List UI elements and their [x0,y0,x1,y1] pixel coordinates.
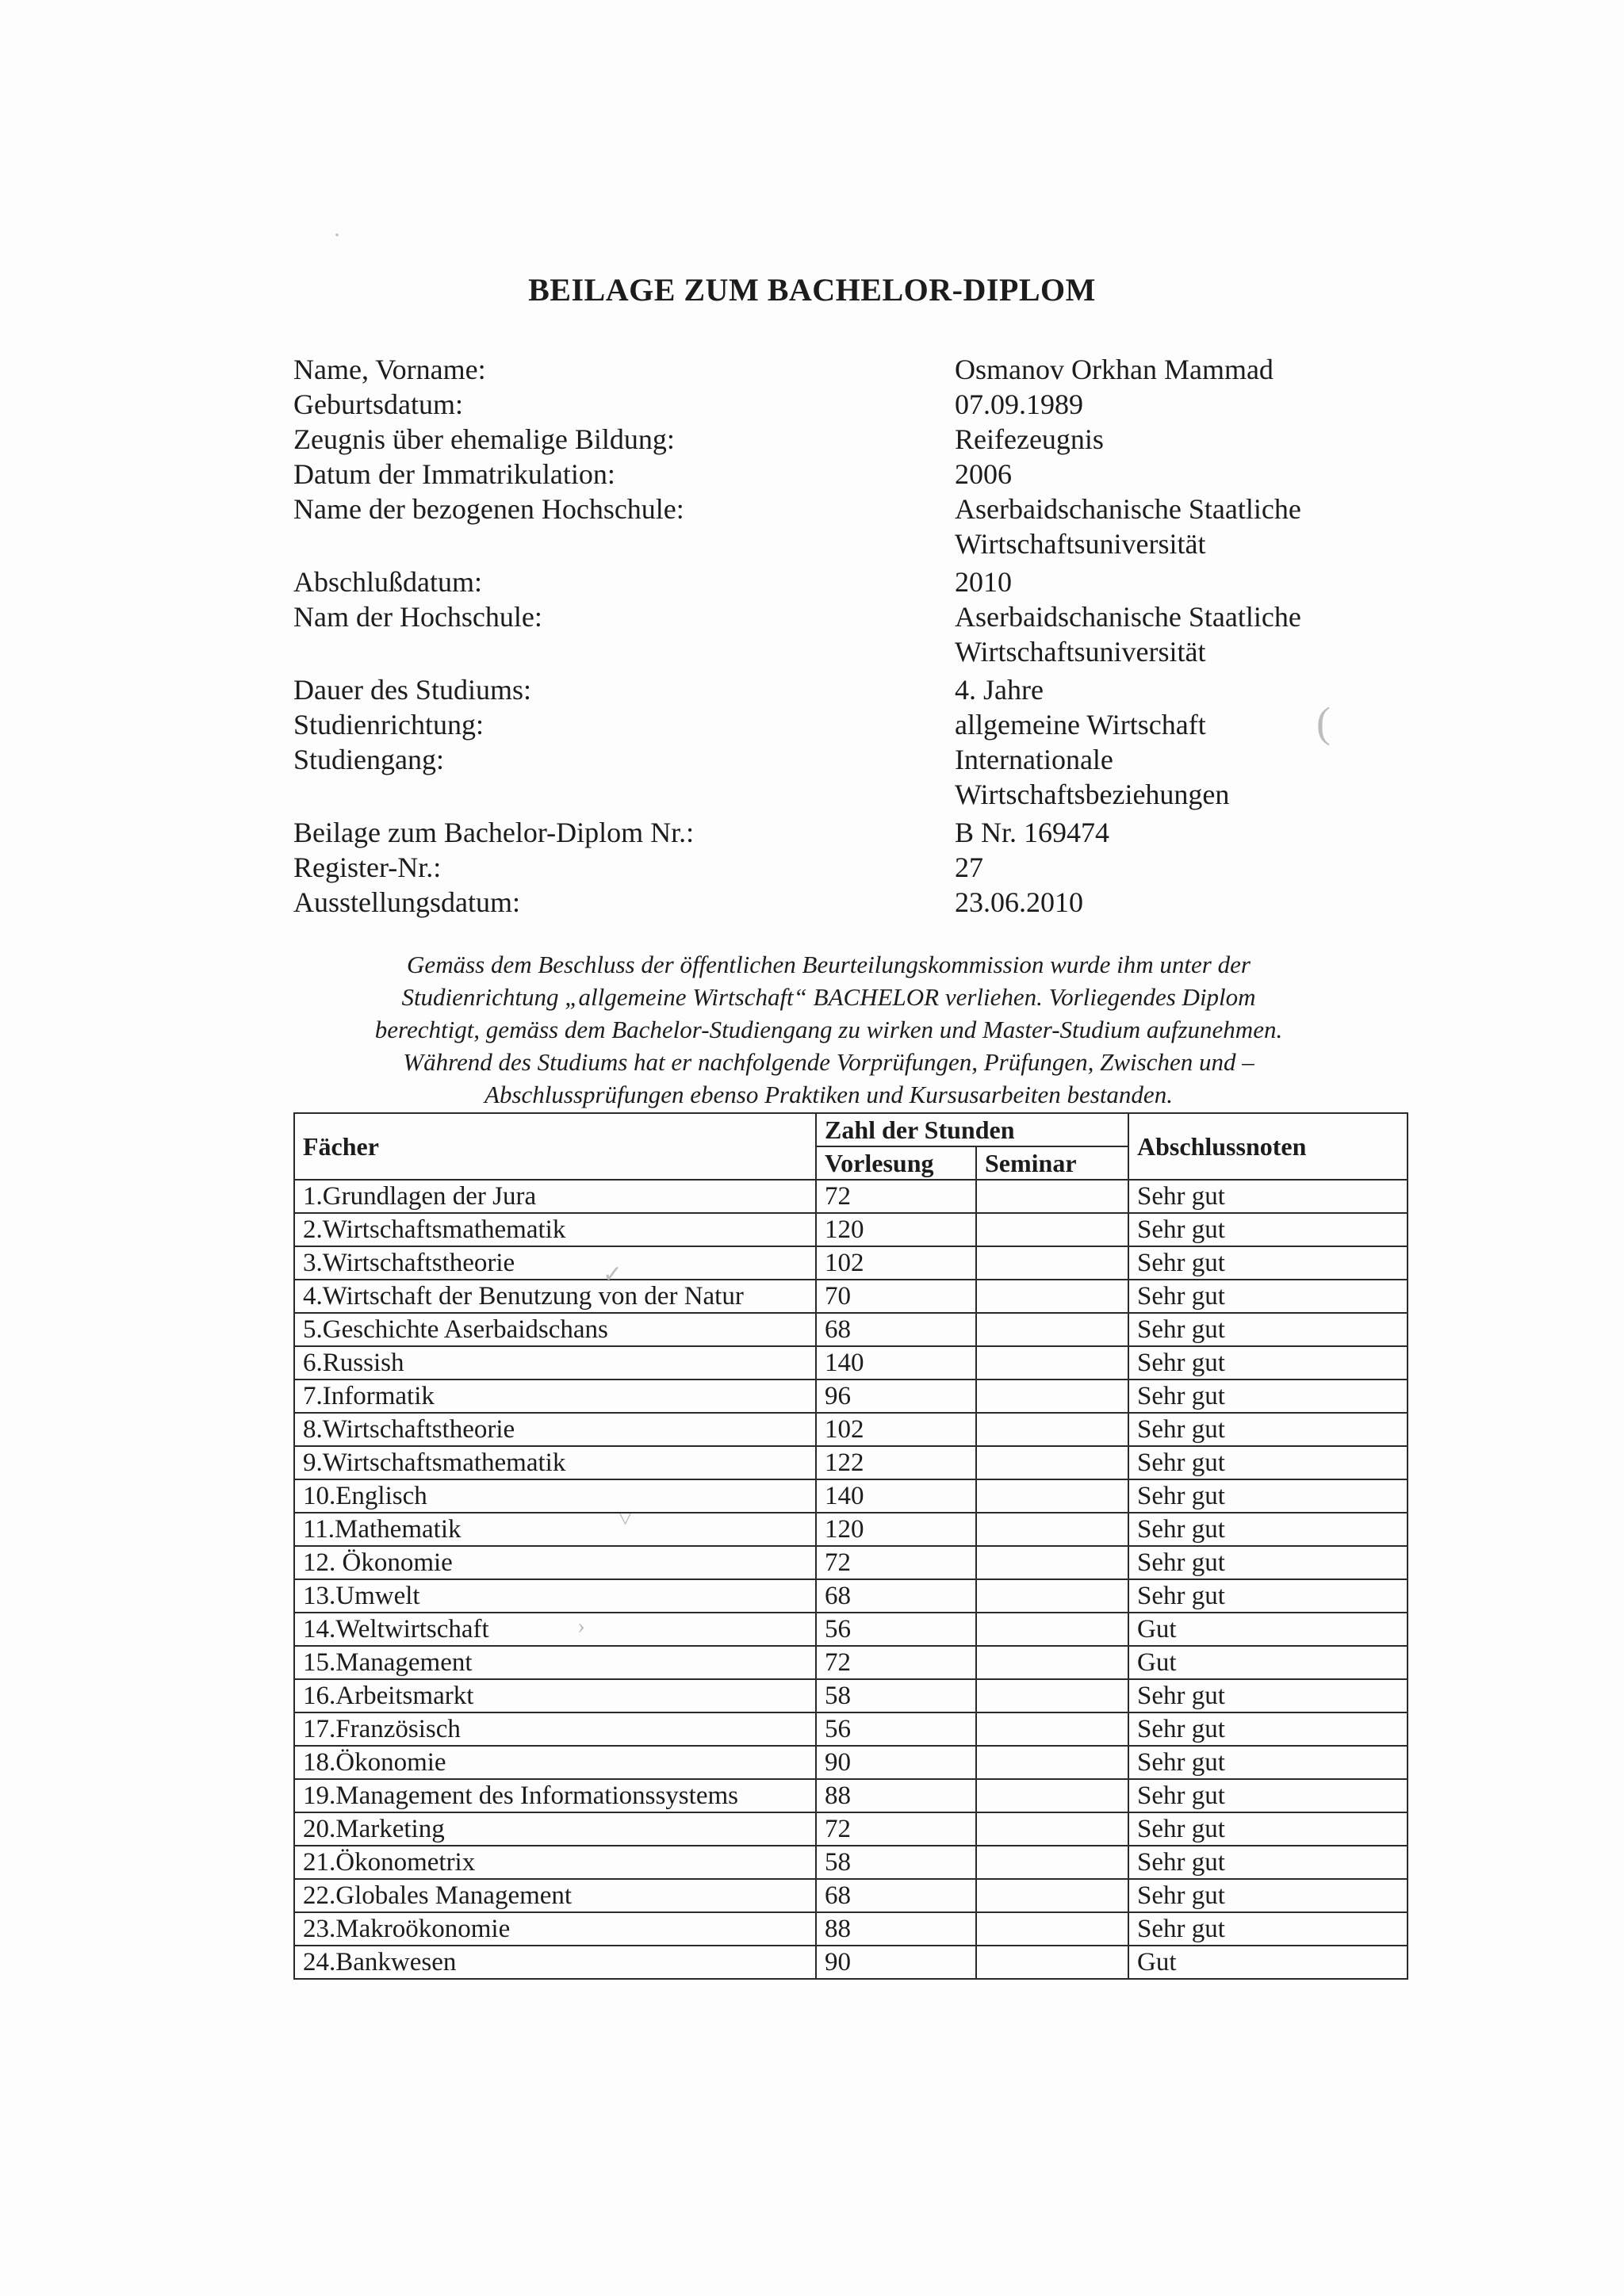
info-row [293,672,1404,707]
cell-lecture: 140 [816,1346,976,1380]
cell-subject: 20.Marketing [294,1812,816,1846]
cell-lecture: 120 [816,1213,976,1246]
info-value-line: B Nr. 169474 [955,817,1110,848]
info-row [293,387,1404,422]
table-row [294,1779,1408,1812]
cell-subject: 7.Informatik [294,1380,816,1413]
cell-subject: 17.Französisch [294,1712,816,1746]
cell-seminar [976,1746,1128,1779]
cell-seminar [976,1446,1128,1479]
intro-paragraph [293,948,1364,1111]
info-row [293,564,1404,599]
info-label: Register-Nr.: [293,851,442,883]
table-row [294,1879,1408,1912]
table-row [294,1546,1408,1579]
cell-seminar [976,1280,1128,1313]
info-value-line: 4. Jahre [955,674,1044,706]
document-title: BEILAGE ZUM BACHELOR-DIPLOM [528,272,1096,308]
table-row [294,1513,1408,1546]
info-value [955,564,1404,599]
cell-seminar [976,1912,1128,1946]
info-row [293,599,1404,669]
cell-seminar [976,1679,1128,1712]
cell-grade: Sehr gut [1128,1712,1408,1746]
intro-line: Während des Studiums hat er nachfolgende Vorprüfungen, Prüfungen, Zwischen und – [403,1048,1254,1076]
info-value [955,742,1404,812]
cell-seminar [976,1479,1128,1513]
cell-seminar [976,1180,1128,1213]
check-mark-2: ˅ [619,1506,632,1533]
cell-subject: 12. Ökonomie [294,1546,816,1579]
info-row [293,492,1404,561]
info-value-line: Wirtschaftsuniversität [955,636,1206,668]
info-value [955,352,1404,387]
cell-subject: 18.Ökonomie [294,1746,816,1779]
cell-seminar [976,1779,1128,1812]
cell-lecture: 56 [816,1712,976,1746]
cell-lecture: 68 [816,1579,976,1613]
cell-lecture: 72 [816,1180,976,1213]
cell-seminar [976,1513,1128,1546]
cell-subject: 10.Englisch [294,1479,816,1513]
cell-grade: Sehr gut [1128,1280,1408,1313]
cell-grade: Sehr gut [1128,1413,1408,1446]
cell-grade: Sehr gut [1128,1879,1408,1912]
cell-lecture: 58 [816,1679,976,1712]
info-value [955,707,1404,742]
cell-grade: Sehr gut [1128,1380,1408,1413]
info-value-line: 23.06.2010 [955,886,1083,918]
cell-grade: Sehr gut [1128,1213,1408,1246]
cell-lecture: 90 [816,1746,976,1779]
info-row [293,457,1404,492]
header-grade: Abschlussnoten [1128,1113,1408,1180]
info-value-line: Reifezeugnis [955,423,1104,455]
table-row [294,1912,1408,1946]
cell-subject: 11.Mathematik [294,1513,816,1546]
cell-subject: 19.Management des Informationssystems [294,1779,816,1812]
cell-seminar [976,1413,1128,1446]
intro-line: Abschlussprüfungen ebenso Praktiken und Kursusarbeiten bestanden. [485,1081,1173,1108]
table-row [294,1446,1408,1479]
cell-seminar [976,1812,1128,1846]
cell-subject: 13.Umwelt [294,1579,816,1613]
info-value [955,422,1404,457]
intro-line: berechtigt, gemäss dem Bachelor-Studiengang zu wirken und Master-Studium aufzunehmen. [374,1016,1283,1043]
info-value-line: Wirtschaftsuniversität [955,528,1206,560]
cell-grade: Sehr gut [1128,1446,1408,1479]
header-seminar: Seminar [976,1146,1128,1180]
info-label: Ausstellungsdatum: [293,886,520,918]
info-label: Studienrichtung: [293,709,484,740]
header-lecture: Vorlesung [816,1146,976,1180]
cell-grade: Sehr gut [1128,1479,1408,1513]
info-value-line: Osmanov Orkhan Mammad [955,354,1274,385]
info-value-line: Internationale [955,744,1113,775]
table-row [294,1246,1408,1280]
table-row [294,1846,1408,1879]
info-value-line: Aserbaidschanische Staatliche [955,601,1301,633]
cell-grade: Sehr gut [1128,1679,1408,1712]
table-row [294,1213,1408,1246]
cell-grade: Sehr gut [1128,1513,1408,1546]
cell-seminar [976,1712,1128,1746]
cell-subject: 1.Grundlagen der Jura [294,1180,816,1213]
cell-seminar [976,1579,1128,1613]
info-label: Nam der Hochschule: [293,601,542,633]
cell-lecture: 90 [816,1946,976,1979]
table-row [294,1180,1408,1213]
info-value [955,672,1404,707]
cell-lecture: 68 [816,1879,976,1912]
cell-grade: Sehr gut [1128,1180,1408,1213]
info-label: Name der bezogenen Hochschule: [293,493,684,525]
info-value-line: 07.09.1989 [955,388,1083,420]
header-subjects: Fächer [294,1113,816,1180]
info-row [293,352,1404,387]
info-row [293,850,1404,885]
cell-seminar [976,1613,1128,1646]
info-label: Abschlußdatum: [293,566,482,598]
cell-grade: Sehr gut [1128,1313,1408,1346]
info-value [955,885,1404,920]
cell-seminar [976,1546,1128,1579]
cell-subject: 9.Wirtschaftsmathematik [294,1446,816,1479]
table-row [294,1346,1408,1380]
info-label: Geburtsdatum: [293,388,463,420]
cell-lecture: 68 [816,1313,976,1346]
info-value [955,387,1404,422]
cell-grade: Gut [1128,1613,1408,1646]
cell-grade: Gut [1128,1946,1408,1979]
info-value [955,815,1404,850]
cell-lecture: 70 [816,1280,976,1313]
info-row [293,742,1404,812]
cell-grade: Sehr gut [1128,1546,1408,1579]
cell-grade: Sehr gut [1128,1846,1408,1879]
cell-subject: 5.Geschichte Aserbaidschans [294,1313,816,1346]
scan-speck: · [333,222,341,248]
cell-seminar [976,1246,1128,1280]
check-mark-3: › [577,1613,585,1639]
info-value-line: 2010 [955,566,1012,598]
info-row [293,707,1404,742]
table-row [294,1712,1408,1746]
table-row [294,1313,1408,1346]
info-value [955,492,1404,561]
cell-seminar [976,1380,1128,1413]
cell-subject: 6.Russish [294,1346,816,1380]
table-row [294,1812,1408,1846]
cell-lecture: 140 [816,1479,976,1513]
info-label: Beilage zum Bachelor-Diplom Nr.: [293,817,695,848]
cell-subject: 15.Management [294,1646,816,1679]
grades-table [293,1112,1408,1980]
cell-lecture: 102 [816,1413,976,1446]
table-row [294,1413,1408,1446]
cell-lecture: 72 [816,1812,976,1846]
cell-subject: 16.Arbeitsmarkt [294,1679,816,1712]
cell-grade: Sehr gut [1128,1746,1408,1779]
cell-lecture: 88 [816,1779,976,1812]
info-value-line: Aserbaidschanische Staatliche [955,493,1301,525]
info-label: Studiengang: [293,744,444,775]
table-row [294,1380,1408,1413]
table-row [294,1646,1408,1679]
table-row [294,1946,1408,1979]
info-row [293,422,1404,457]
cell-grade: Sehr gut [1128,1246,1408,1280]
cell-seminar [976,1346,1128,1380]
pen-mark: ( [1316,698,1331,746]
table-row [294,1613,1408,1646]
info-label: Dauer des Studiums: [293,674,531,706]
cell-subject: 21.Ökonometrix [294,1846,816,1879]
info-row [293,885,1404,920]
table-row [294,1280,1408,1313]
cell-lecture: 102 [816,1246,976,1280]
cell-lecture: 88 [816,1912,976,1946]
check-mark-1: ✓ [603,1261,623,1288]
cell-lecture: 122 [816,1446,976,1479]
header-hours: Zahl der Stunden [816,1113,1128,1146]
cell-subject: 4.Wirtschaft der Benutzung von der Natur [294,1280,816,1313]
info-value-line: 27 [955,851,983,883]
cell-subject: 2.Wirtschaftsmathematik [294,1213,816,1246]
table-row [294,1679,1408,1712]
personal-info-list [293,352,1404,920]
cell-seminar [976,1946,1128,1979]
table-row [294,1579,1408,1613]
cell-grade: Sehr gut [1128,1912,1408,1946]
cell-seminar [976,1313,1128,1346]
cell-subject: 8.Wirtschaftstheorie [294,1413,816,1446]
grades-table-body [294,1180,1408,1979]
cell-seminar [976,1213,1128,1246]
intro-line: Gemäss dem Beschluss der öffentlichen Beurteilungskommission wurde ihm unter der [407,951,1251,978]
cell-lecture: 72 [816,1646,976,1679]
info-label: Zeugnis über ehemalige Bildung: [293,423,675,455]
table-row [294,1746,1408,1779]
cell-subject: 3.Wirtschaftstheorie [294,1246,816,1280]
cell-lecture: 120 [816,1513,976,1546]
info-row [293,815,1404,850]
cell-grade: Sehr gut [1128,1779,1408,1812]
cell-lecture: 96 [816,1380,976,1413]
info-label: Name, Vorname: [293,354,486,385]
intro-line: Studienrichtung „allgemeine Wirtschaft“ BACHELOR verliehen. Vorliegendes Diplom [401,983,1256,1011]
table-row [294,1479,1408,1513]
info-value-line: 2006 [955,458,1012,490]
cell-grade: Sehr gut [1128,1346,1408,1380]
cell-seminar [976,1879,1128,1912]
cell-grade: Gut [1128,1646,1408,1679]
cell-grade: Sehr gut [1128,1579,1408,1613]
cell-grade: Sehr gut [1128,1812,1408,1846]
cell-subject: 22.Globales Management [294,1879,816,1912]
info-label: Datum der Immatrikulation: [293,458,615,490]
cell-lecture: 56 [816,1613,976,1646]
info-value [955,850,1404,885]
cell-lecture: 72 [816,1546,976,1579]
info-value [955,457,1404,492]
cell-subject: 14.Weltwirtschaft [294,1613,816,1646]
cell-seminar [976,1646,1128,1679]
info-value-line: Wirtschaftsbeziehungen [955,779,1230,810]
cell-subject: 24.Bankwesen [294,1946,816,1979]
cell-seminar [976,1846,1128,1879]
cell-lecture: 58 [816,1846,976,1879]
info-value [955,599,1404,669]
info-value-line: allgemeine Wirtschaft [955,709,1206,740]
cell-subject: 23.Makroökonomie [294,1912,816,1946]
